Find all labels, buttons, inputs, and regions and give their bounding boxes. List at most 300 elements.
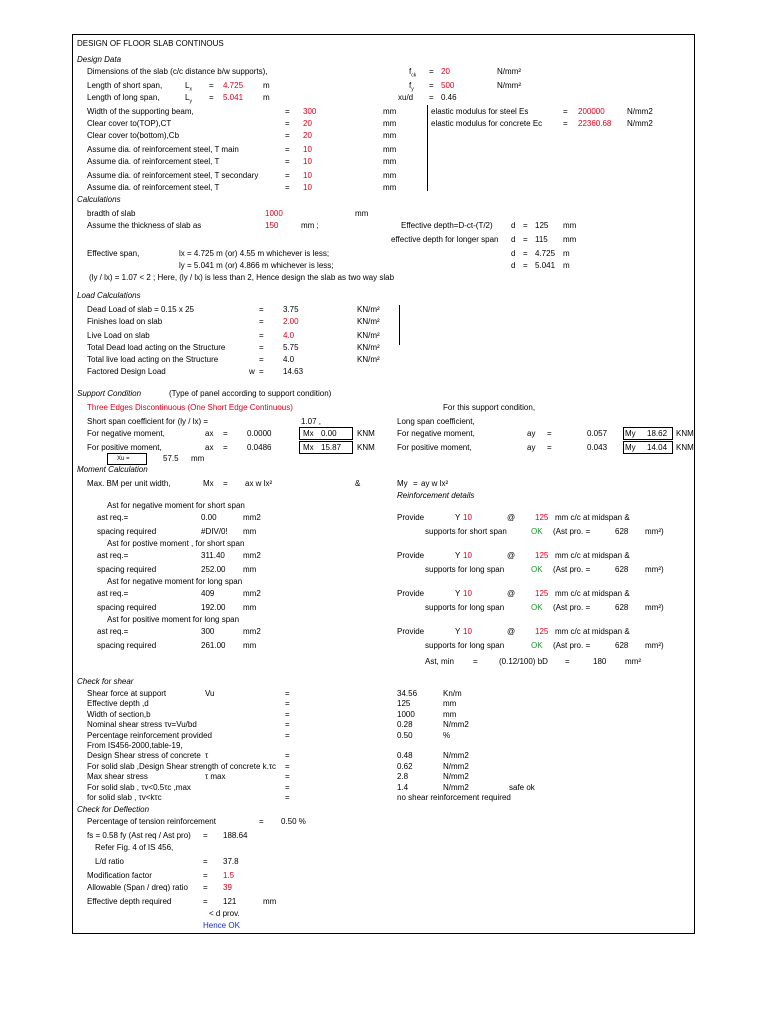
group-title: Ast for positive moment for long span (107, 615, 240, 624)
spacing-label: spacing required (97, 603, 157, 612)
d3-eq: = (523, 249, 528, 258)
ast-req-label: ast req.= (97, 513, 129, 522)
spacing-label: spacing required (97, 565, 157, 574)
ay-pos-symbol: ay (527, 443, 536, 452)
my-neg-value: 18.62 (647, 429, 668, 438)
ec-label: elastic modulus for concrete Ec (431, 119, 543, 128)
hence-ok: Hence OK (203, 921, 240, 930)
bar-spacing[interactable]: 125 (535, 513, 549, 522)
mod-factor-value[interactable]: 1.5 (223, 871, 235, 880)
factored-load-value: 14.63 (283, 367, 304, 376)
page-title: DESIGN OF FLOOR SLAB CONTINOUS (77, 39, 224, 48)
eff-depth-req-value: 121 (223, 897, 237, 906)
d2-eq: = (523, 235, 528, 244)
ly-symbol: $L_y$ (185, 93, 192, 105)
my-neg-unit: KNM (676, 429, 694, 438)
shear-row-label: for solid slab , τv<kτc (87, 793, 162, 802)
spacing-value: 192.00 (201, 603, 226, 612)
bar-dia[interactable]: 10 (463, 627, 472, 636)
group-title: Ast for negative moment for long span (107, 577, 243, 586)
moment-heading: Moment Calculation (77, 465, 148, 474)
ld-ratio-value: 37.8 (223, 857, 239, 866)
ec-unit: N/mm2 (627, 119, 653, 128)
es-unit: N/mm2 (627, 107, 653, 116)
at-sign: @ (507, 627, 516, 636)
support-heading: Support Condition (77, 389, 142, 398)
dia-main-eq: = (285, 145, 290, 154)
dead-load-unit: KN/m² (357, 305, 380, 314)
ast-req-value: 311.40 (201, 551, 225, 560)
mod-factor-label: Modification factor (87, 871, 152, 880)
ld-ratio-eq: = (203, 857, 208, 866)
bar-type: Y (455, 627, 461, 636)
less-than-dprov: < d prov. (209, 909, 240, 918)
shear-row-value: 125 (397, 699, 411, 709)
provide-label: Provide (397, 627, 425, 636)
mx-formula: ax w lx² (245, 479, 273, 488)
design-data-divider (427, 105, 428, 191)
finishes-unit: KN/m² (357, 317, 380, 326)
beam-width-label: Width of the supporting beam, (87, 107, 194, 116)
ampersand: & (355, 479, 361, 488)
finishes-label: Finishes load on slab (87, 317, 163, 326)
ast-req-value: 409 (201, 589, 215, 598)
d-symbol: d (511, 221, 516, 230)
spacing-unit: mm (243, 565, 257, 574)
dia-secondary-label: Assume dia. of reinforcement steel, T secondary (87, 171, 259, 180)
ast-req-label: ast req.= (97, 589, 129, 598)
total-dead-label: Total Dead load acting on the Structure (87, 343, 226, 352)
shear-row-unit: N/mm2 (443, 782, 469, 792)
spacing-tail: mm c/c at midspan & (555, 589, 630, 598)
mx-neg-value: 0.00 (321, 429, 337, 438)
total-live-value: 4.0 (283, 355, 295, 364)
fy-unit: N/mm² (497, 81, 521, 90)
refer-fig: Refer Fig. 4 of IS 456, (95, 843, 174, 852)
spacing-value: #DIV/0! (201, 527, 228, 536)
beam-width-unit: mm (383, 107, 397, 116)
fy-value[interactable]: 500 (441, 81, 455, 90)
bar-type: Y (455, 589, 461, 598)
shear-row-eq: = (285, 751, 290, 761)
breadth-unit: mm (355, 209, 369, 218)
bar-type: Y (455, 513, 461, 522)
design-data-heading: Design Data (77, 55, 122, 64)
thickness-unit: mm ; (301, 221, 319, 230)
eff-depth-long-label: effective depth for longer span (391, 235, 499, 244)
spacing-unit: mm (243, 641, 257, 650)
dia-t2-value[interactable]: 10 (303, 183, 312, 192)
xud-value: 0.46 (441, 93, 457, 102)
ok-status: OK (531, 565, 543, 574)
shear-row-value: 1000 (397, 709, 415, 719)
my-pos-value: 14.04 (647, 443, 668, 452)
pct-tension-value: 0.50 % (281, 817, 306, 826)
xu-value: 57.5 (163, 454, 179, 463)
shear-row-eq: = (285, 699, 290, 709)
shear-row-eq: = (285, 761, 290, 771)
ay-pos-label: For positive moment, (397, 443, 472, 452)
dead-load-label: Dead Load of slab = 0.15 x 25 (87, 305, 194, 314)
neg-moment-label: For negative moment, (87, 429, 165, 438)
max-bm-label: Max. BM per unit width, (87, 479, 171, 488)
d3-symbol: d (511, 249, 516, 258)
supports-label: supports for long span (425, 565, 505, 574)
cover-top-eq: = (285, 119, 290, 128)
support-condition[interactable]: Three Edges Discontinuous (One Short Edge Continuous) (87, 403, 293, 412)
d4-eq: = (523, 261, 528, 270)
worksheet (72, 34, 695, 934)
allowable-ratio-eq: = (203, 883, 208, 892)
dia-main-value[interactable]: 10 (303, 145, 312, 154)
mod-factor-eq: = (203, 871, 208, 880)
xud-eq: = (429, 93, 434, 102)
shear-row-eq: = (285, 782, 290, 792)
ast-pro-value: 628 (615, 527, 629, 536)
shear-row-eq: = (285, 730, 290, 740)
cover-bottom-label: Clear cover to(bottom),Cb (87, 131, 180, 140)
allowable-ratio-value[interactable]: 39 (223, 883, 232, 892)
d-value: 125 (535, 221, 549, 230)
shear-row-value: 2.8 (397, 772, 409, 782)
load-divider (399, 305, 400, 345)
mx-pos-value: 15.87 (321, 443, 342, 452)
es-eq: = (563, 107, 568, 116)
ly-value[interactable]: 5.041 (223, 93, 244, 102)
shear-row-label: Nominal shear stress τv=Vu/bd (87, 720, 197, 730)
total-dead-unit: KN/m² (357, 343, 380, 352)
my-neg-label: My (625, 429, 636, 438)
ast-pro-value: 628 (615, 565, 629, 574)
cover-bottom-eq: = (285, 131, 290, 140)
dia-t1-unit: mm (383, 157, 397, 166)
total-live-unit: KN/m² (357, 355, 380, 364)
pct-tension-eq: = (259, 817, 264, 826)
astmin-label: Ast, min (425, 657, 454, 666)
mx-neg-unit: KNM (357, 429, 375, 438)
shear-row-unit: N/mm2 (443, 761, 469, 771)
ast-pro-unit: mm²) (645, 603, 664, 612)
at-sign: @ (507, 589, 516, 598)
ld-ratio-label: L/d ratio (95, 857, 124, 866)
ok-status: OK (531, 641, 543, 650)
ay-neg-value: 0.057 (587, 429, 608, 438)
shear-row-label: For solid slab ,Design Shear strength of concrete k.τc (87, 761, 277, 771)
total-live-eq: = (259, 355, 264, 364)
ast-req-value: 0.00 (201, 513, 217, 522)
fck-unit: N/mm² (497, 67, 521, 76)
astmin-formula: (0.12/100) bD (499, 657, 548, 666)
d2-symbol: d (511, 235, 516, 244)
shear-row-eq: = (285, 709, 290, 719)
beam-width-value[interactable]: 300 (303, 107, 317, 116)
ast-req-unit: mm2 (243, 589, 261, 598)
live-load-eq: = (259, 331, 264, 340)
dead-load-eq: = (259, 305, 264, 314)
shear-row-value: 0.48 (397, 751, 413, 761)
ax-pos-eq: = (223, 443, 228, 452)
factored-load-symbol: w (249, 367, 255, 376)
ast-pro-unit: mm²) (645, 527, 664, 536)
finishes-eq: = (259, 317, 264, 326)
ec-value[interactable]: 22360.68 (578, 119, 612, 128)
cover-top-label: Clear cover to(TOP),CT (87, 119, 172, 128)
group-title: Ast for postive moment , for short span (107, 539, 245, 548)
fck-eq: = (429, 67, 434, 76)
ax-neg-symbol: ax (205, 429, 214, 438)
supports-label: supports for long span (425, 603, 505, 612)
deflection-heading: Check for Deflection (77, 805, 150, 814)
dia-t1-label: Assume dia. of reinforcement steel, T (87, 157, 220, 166)
long-span-label: Length of long span, (87, 93, 160, 102)
shear-row-value: 0.50 (397, 730, 413, 740)
shear-row-value: 0.28 (397, 720, 413, 730)
my-pos-label: My (625, 443, 636, 452)
ast-pro-unit: mm²) (645, 641, 664, 650)
ast-pro-label: (Ast pro. = (553, 527, 591, 536)
d3-unit: m (563, 249, 570, 258)
ay-pos-value: 0.043 (587, 443, 608, 452)
eff-depth-req-unit: mm (263, 897, 277, 906)
dia-main-label: Assume dia. of reinforcement steel, T main (87, 145, 239, 154)
shear-row-label: Design Shear stress of concrete (87, 751, 201, 761)
bar-spacing[interactable]: 125 (535, 589, 549, 598)
cover-top-value[interactable]: 20 (303, 119, 312, 128)
spacing-value: 261.00 (201, 641, 226, 650)
bar-dia[interactable]: 10 (463, 513, 472, 522)
d3-value: 4.725 (535, 249, 556, 258)
spacing-label: spacing required (97, 527, 157, 536)
dimensions-label: Dimensions of the slab (c/c distance b/w supports), (87, 67, 268, 76)
spacing-tail: mm c/c at midspan & (555, 513, 630, 522)
provide-label: Provide (397, 551, 425, 560)
shear-row-symbol: τ (205, 751, 209, 761)
provide-label: Provide (397, 589, 425, 598)
astmin-unit: mm² (625, 657, 641, 666)
my-eq: = (413, 479, 418, 488)
shear-row-eq: = (285, 720, 290, 730)
total-dead-eq: = (259, 343, 264, 352)
ly-effective-line: ly = 5.041 m (or) 4.866 m whichever is less; (179, 261, 334, 270)
xu-unit: mm (191, 454, 205, 463)
ay-neg-eq: = (547, 429, 552, 438)
lx-effective-line: lx = 4.725 m (or) 4.55 m whichever is less; (179, 249, 330, 258)
shear-row-note: safe ok (509, 782, 535, 792)
lx-symbol: $L_x$ (185, 81, 192, 93)
shear-row-label: Width of section,b (87, 709, 151, 719)
ast-pro-unit: mm²) (645, 565, 664, 574)
thickness-value[interactable]: 150 (265, 221, 279, 230)
live-load-label: Live Load on slab (87, 331, 150, 340)
shear-row-value: no shear reinforcement required (397, 793, 511, 802)
cover-bottom-unit: mm (383, 131, 397, 140)
shear-row-symbol: Vu (205, 689, 215, 698)
ly-eq: = (209, 93, 214, 102)
ast-req-unit: mm2 (243, 513, 261, 522)
shear-row-label: Shear force at support (87, 689, 167, 698)
shear-row-label: For solid slab , τv<0.5τc ,max (87, 782, 191, 792)
my-pos-unit: KNM (676, 443, 694, 452)
long-coef-label: Long span coefficient, (397, 417, 475, 426)
live-load-value[interactable]: 4.0 (283, 331, 295, 340)
fs-eq: = (203, 831, 208, 840)
ok-status: OK (531, 527, 543, 536)
supports-label: supports for short span (425, 527, 507, 536)
shear-row-symbol: τ max (205, 772, 226, 782)
eff-depth-req-eq: = (203, 897, 208, 906)
short-coef-label: Short span coefficient for (ly / lx) = (87, 417, 209, 426)
ast-req-value: 300 (201, 627, 215, 636)
lx-value[interactable]: 4.725 (223, 81, 244, 90)
ay-neg-label: For negative moment, (397, 429, 475, 438)
eff-depth-req-label: Effective depth required (87, 897, 172, 906)
shear-row-unit: N/mm2 (443, 720, 469, 730)
total-dead-value: 5.75 (283, 343, 299, 352)
ast-pro-value: 628 (615, 641, 629, 650)
ast-req-unit: mm2 (243, 551, 261, 560)
shear-row-label: Percentage reinforcement provided (87, 730, 212, 740)
astmin-eq: = (473, 657, 478, 666)
d4-symbol: d (511, 261, 516, 270)
ec-eq: = (563, 119, 568, 128)
eff-depth-label: Effective depth=D-ct-(T/2) (401, 221, 493, 230)
d2-unit: mm (563, 235, 577, 244)
spacing-tail: mm c/c at midspan & (555, 627, 630, 636)
es-value[interactable]: 200000 (578, 107, 605, 116)
ax-neg-value: 0.0000 (247, 429, 272, 438)
shear-row-value: 34.56 (397, 689, 418, 698)
shear-row-eq: = (285, 772, 290, 782)
allowable-ratio-label: Allowable (Span / dreq) ratio (87, 883, 188, 892)
es-label: elastic modulus for steel Es (431, 107, 529, 116)
dia-secondary-eq: = (285, 171, 290, 180)
shear-row-label: Max shear stress (87, 772, 148, 782)
bar-type: Y (455, 551, 461, 560)
ax-pos-value: 0.0486 (247, 443, 272, 452)
dia-main-unit: mm (383, 145, 397, 154)
spacing-tail: mm c/c at midspan & (555, 551, 630, 560)
ast-pro-label: (Ast pro. = (553, 603, 591, 612)
support-type-note: (Type of panel according to support condition) (169, 389, 332, 398)
dia-secondary-unit: mm (383, 171, 397, 180)
pos-moment-label: For positive moment, (87, 443, 162, 452)
bar-dia[interactable]: 10 (463, 589, 472, 598)
fck-symbol: $f_{ck}$ (409, 67, 417, 79)
mx-eq: = (223, 479, 228, 488)
total-live-label: Total live load acting on the Structure (87, 355, 219, 364)
shear-row-label: Effective depth ,d (87, 699, 149, 709)
d4-unit: m (563, 261, 570, 270)
dia-t2-eq: = (285, 183, 290, 192)
ast-pro-label: (Ast pro. = (553, 641, 591, 650)
factored-load-eq: = (259, 367, 264, 376)
ast-pro-label: (Ast pro. = (553, 565, 591, 574)
fs-label: fs = 0.58 fy (Ast req / Ast pro) (87, 831, 191, 840)
mx-neg-label: Mx (303, 429, 314, 438)
shear-row-unit: mm (443, 699, 457, 709)
shear-heading: Check for shear (77, 677, 134, 686)
short-coef-value: 1.07 , (301, 417, 322, 426)
bar-spacing[interactable]: 125 (535, 627, 549, 636)
breadth-value[interactable]: 1000 (265, 209, 283, 218)
shear-row-unit: mm (443, 709, 457, 719)
mx-symbol: Mx (203, 479, 214, 488)
shear-row-unit: N/mm2 (443, 772, 469, 782)
fs-value: 188.64 (223, 831, 248, 840)
supports-label: supports for long span (425, 641, 505, 650)
d-unit: mm (563, 221, 577, 230)
dia-t2-unit: mm (383, 183, 397, 192)
shear-row-unit: Kn/m (443, 689, 462, 698)
ay-pos-eq: = (547, 443, 552, 452)
bar-spacing[interactable]: 125 (535, 551, 549, 560)
reinforcement-heading: Reinforcement details (397, 491, 475, 500)
fck-value[interactable]: 20 (441, 67, 450, 76)
shear-row-value: 0.62 (397, 761, 413, 771)
fy-eq: = (429, 81, 434, 90)
dia-t1-eq: = (285, 157, 290, 166)
load-heading: Load Calculations (77, 291, 141, 300)
spacing-unit: mm (243, 527, 257, 536)
short-span-label: Length of short span, (87, 81, 163, 90)
ratio-line: (ly / lx) = 1.07 < 2 ; Here, (ly / lx) is less than 2, Hence design the slab as two way slab (89, 273, 395, 282)
cover-top-unit: mm (383, 119, 397, 128)
shear-row-eq: = (285, 689, 290, 698)
xud-label: xu/d (398, 93, 414, 102)
ast-req-unit: mm2 (243, 627, 261, 636)
ay-neg-symbol: ay (527, 429, 536, 438)
my-formula: ay w lx² (421, 479, 449, 488)
ast-pro-value: 628 (615, 603, 629, 612)
effective-span-label: Effective span, (87, 249, 140, 258)
fy-symbol: $f_y$ (409, 81, 414, 93)
d-eq: = (523, 221, 528, 230)
shear-row-eq: = (285, 793, 290, 802)
ax-neg-eq: = (223, 429, 228, 438)
at-sign: @ (507, 513, 516, 522)
for-this-condition: For this support condition, (443, 403, 536, 412)
dia-t2-label: Assume dia. of reinforcement steel, T (87, 183, 220, 192)
calculations-heading: Calculations (77, 195, 121, 204)
cover-bottom-value[interactable]: 20 (303, 131, 312, 140)
bar-dia[interactable]: 10 (463, 551, 472, 560)
ast-req-label: ast req.= (97, 551, 129, 560)
shear-row-unit: N/mm2 (443, 751, 469, 761)
spacing-value: 252.00 (201, 565, 226, 574)
astmin-eq2: = (565, 657, 570, 666)
xu-label: Xu = (117, 456, 130, 462)
my-symbol: My (397, 479, 408, 488)
dia-t1-value[interactable]: 10 (303, 157, 312, 166)
live-load-unit: KN/m² (357, 331, 380, 340)
lx-eq: = (209, 81, 214, 90)
d4-value: 5.041 (535, 261, 556, 270)
ly-unit: m (263, 93, 270, 102)
pct-tension-label: Percentage of tension reinforcement (87, 817, 216, 826)
mx-pos-label: Mx (303, 443, 314, 452)
ast-req-label: ast req.= (97, 627, 129, 636)
spacing-unit: mm (243, 603, 257, 612)
finishes-value[interactable]: 2.00 (283, 317, 299, 326)
dia-secondary-value[interactable]: 10 (303, 171, 312, 180)
breadth-label: bradth of slab (87, 209, 136, 218)
shear-row-label: From IS456-2000,table-19, (87, 741, 183, 750)
shear-row-value: 1.4 (397, 782, 409, 792)
lx-unit: m (263, 81, 270, 90)
dead-load-value: 3.75 (283, 305, 299, 314)
provide-label: Provide (397, 513, 425, 522)
group-title: Ast for negative moment for short span (107, 501, 245, 510)
